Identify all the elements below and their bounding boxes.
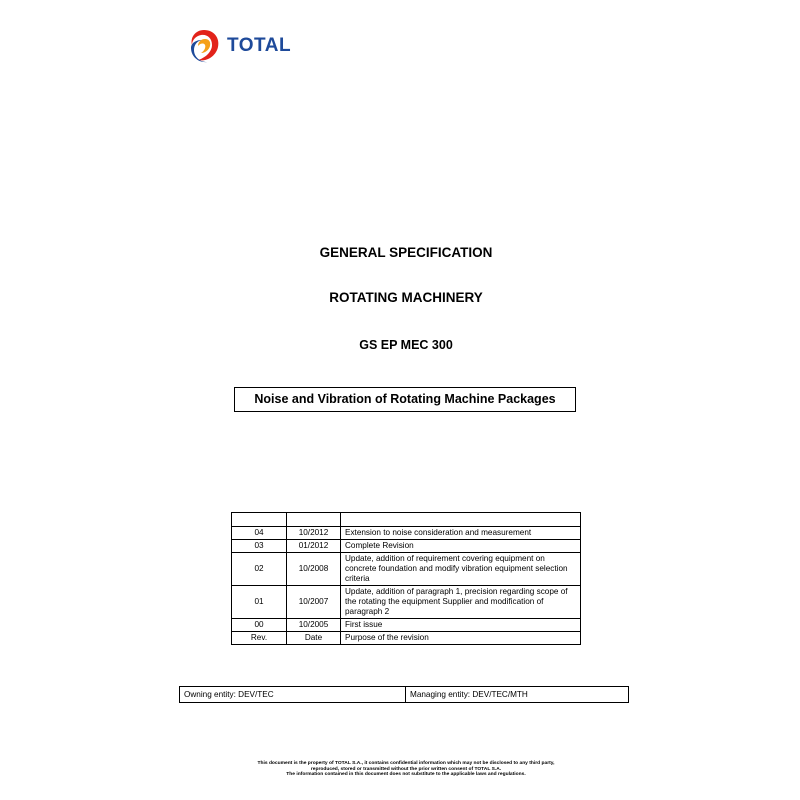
total-logo <box>185 26 305 66</box>
date-cell: 10/2012 <box>287 527 341 540</box>
confidentiality-footer <box>0 761 800 778</box>
footer-line: reproduced, stored or transmitted without the prior written consent of TOTAL S.A. <box>310 766 502 772</box>
rev-cell: 00 <box>232 619 287 632</box>
date-cell <box>287 513 341 527</box>
rev-cell <box>232 513 287 527</box>
logo-text: TOTAL <box>227 35 292 56</box>
total-swirl-icon <box>185 26 223 66</box>
entity-table <box>179 686 629 703</box>
table-row <box>232 586 581 619</box>
rev-cell: 03 <box>232 540 287 553</box>
owning-entity: Owning entity: DEV/TEC <box>180 687 406 703</box>
purpose-cell <box>341 513 581 527</box>
date-cell: 10/2005 <box>287 619 341 632</box>
date-cell: 01/2012 <box>287 540 341 553</box>
document-code: GS EP MEC 300 <box>359 338 453 352</box>
table-row <box>232 553 581 586</box>
rev-cell: 04 <box>232 527 287 540</box>
table-row <box>232 540 581 553</box>
discipline-title: ROTATING MACHINERY <box>329 290 483 305</box>
rev-cell: 02 <box>232 553 287 586</box>
table-row <box>232 527 581 540</box>
table-row <box>232 513 581 527</box>
managing-entity: Managing entity: DEV/TEC/MTH <box>406 687 629 703</box>
revision-table <box>231 512 581 645</box>
table-header-row <box>232 632 581 645</box>
purpose-cell: First issue <box>341 619 581 632</box>
rev-header: Rev. <box>232 632 287 645</box>
table-row <box>232 619 581 632</box>
purpose-cell: Complete Revision <box>341 540 581 553</box>
date-header: Date <box>287 632 341 645</box>
purpose-cell: Update, addition of paragraph 1, precision regarding scope of the rotating the equipment Supplier and modification of paragraph 2 <box>341 586 581 619</box>
document-subject-box: Noise and Vibration of Rotating Machine Packages <box>234 387 576 412</box>
table-row <box>180 687 629 703</box>
purpose-cell: Update, addition of requirement covering equipment on concrete foundation and modify vibration equipment selection criteria <box>341 553 581 586</box>
document-type-title: GENERAL SPECIFICATION <box>319 245 493 260</box>
footer-line: This document is the property of TOTAL S.A., it contains confidential information which may not be disclosed to any third party, <box>257 761 555 766</box>
purpose-header: Purpose of the revision <box>341 632 581 645</box>
purpose-cell: Extension to noise consideration and measurement <box>341 527 581 540</box>
date-cell: 10/2008 <box>287 553 341 586</box>
footer-line: The information contained in this document does not substitute to the applicable laws and regulations. <box>286 772 526 778</box>
rev-cell: 01 <box>232 586 287 619</box>
date-cell: 10/2007 <box>287 586 341 619</box>
